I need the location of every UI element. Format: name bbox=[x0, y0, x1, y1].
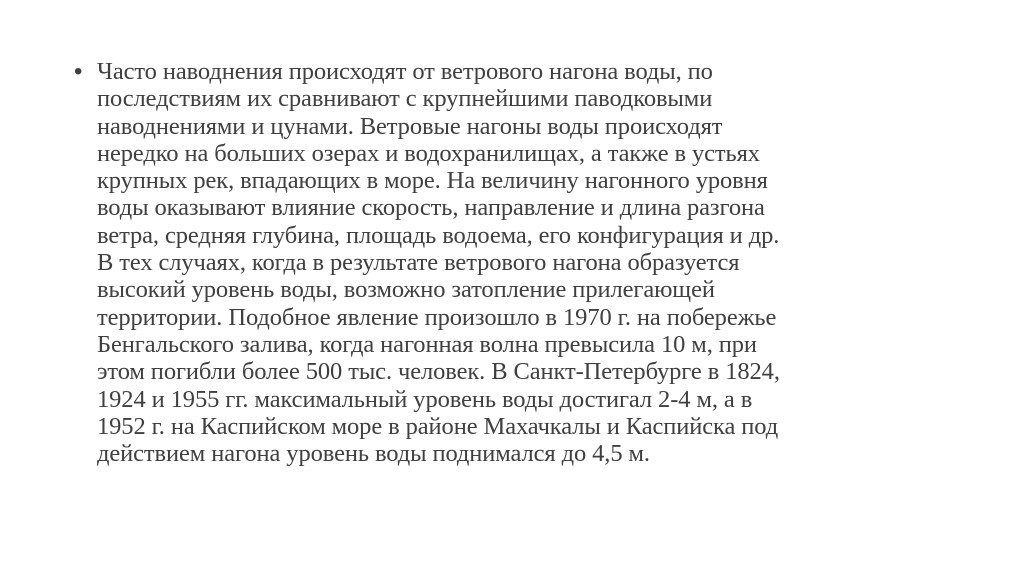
text-line: нередко на больших озерах и водохранилищах, а также в устьях bbox=[97, 139, 760, 167]
text-line: ветра, средняя глубина, площадь водоема, его конфигурация и др. bbox=[97, 221, 780, 249]
text-line: крупных рек, впадающих в море. На величину нагонного уровня bbox=[97, 167, 768, 195]
text-line: Бенгальского залива, когда нагонная волна превысила 10 м, при bbox=[97, 330, 757, 358]
text-line: Часто наводнения происходят от ветрового нагона воды, по bbox=[97, 58, 713, 85]
bullet-text bbox=[97, 58, 974, 467]
text-line: 1952 г. на Каспийском море в районе Махачкалы и Каспийска под bbox=[97, 412, 779, 440]
text-line: воды оказывают влияние скорость, направление и длина разгона bbox=[97, 194, 765, 222]
text-line: этом погибли более 500 тыс. человек. В Санкт-Петербурге в 1824, bbox=[97, 358, 780, 386]
text-line: 1924 и 1955 гг. максимальный уровень воды достигал 2-4 м, а в bbox=[97, 385, 753, 413]
text-line: наводнениями и цунами. Ветровые нагоны воды происходят bbox=[97, 112, 723, 140]
text-line: В тех случаях, когда в результате ветрового нагона образуется bbox=[97, 249, 740, 277]
text-line: последствиям их сравнивают с крупнейшими паводковыми bbox=[97, 85, 713, 113]
bullet-list bbox=[74, 58, 974, 467]
text-line: высокий уровень воды, возможно затопление прилегающей bbox=[97, 276, 715, 304]
bullet-point-icon: • bbox=[74, 58, 83, 85]
text-line: действием нагона уровень воды поднимался до 4,5 м. bbox=[97, 440, 650, 468]
text-line: территории. Подобное явление произошло в 1970 г. на побережье bbox=[97, 303, 777, 331]
bullet-item bbox=[74, 58, 974, 467]
